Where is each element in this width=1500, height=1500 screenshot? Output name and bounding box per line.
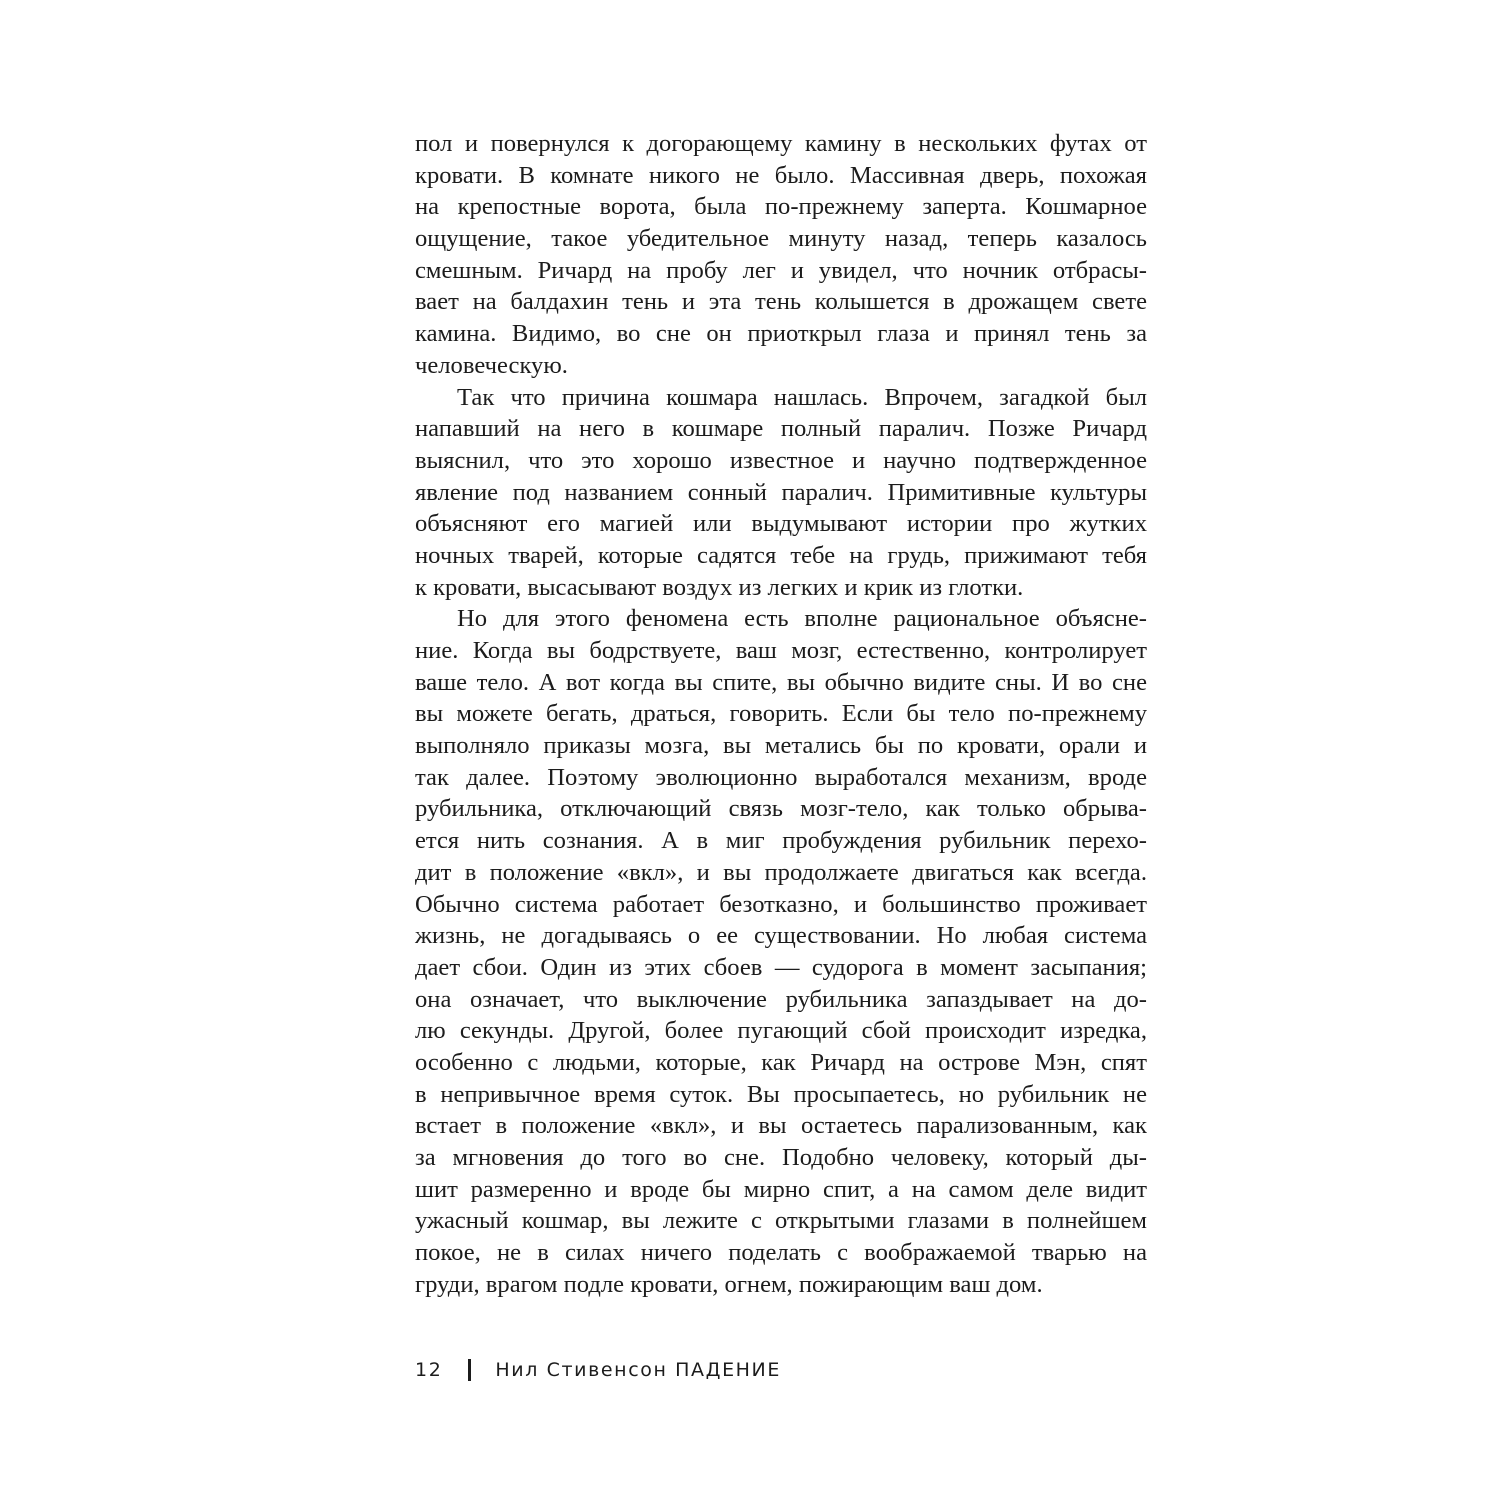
text-line: вы можете бегать, драться, говорить. Если бы тело по-прежнему [415,700,1147,728]
body-text [415,128,1147,1300]
text-line: груди, врагом подле кровати, огнем, пожирающим ваш дом. [415,1270,1043,1298]
text-line: покое, не в силах ничего поделать с воображаемой тварью на [415,1239,1147,1267]
text-line: так далее. Поэтому эволюционно выработался механизм, вроде [415,763,1147,791]
text-line: она означает, что выключение рубильника запаздывает на до- [415,985,1147,1013]
text-line: выполняло приказы мозга, вы метались бы по кровати, орали и [415,732,1147,760]
text-line: встает в положение «вкл», и вы остаетесь парализованным, как [415,1112,1147,1140]
paragraph [415,603,1147,1300]
text-line: лю секунды. Другой, более пугающий сбой происходит изредка, [415,1017,1147,1045]
text-line: ощущение, такое убедительное минуту назад, теперь казалось [415,225,1147,253]
text-line: шит размеренно и вроде бы мирно спит, а на самом деле видит [415,1175,1147,1203]
text-line: за мгновения до того во сне. Подобно человеку, который ды- [415,1144,1147,1171]
text-line: ужасный кошмар, вы лежите с открытыми глазами в полнейшем [415,1207,1147,1235]
text-line: дает сбои. Один из этих сбоев — судорога в момент засыпания; [415,953,1147,981]
text-line: выяснил, что это хорошо известное и научно подтвержденное [415,446,1147,474]
text-line: Обычно система работает безотказно, и большинство проживает [415,890,1147,918]
text-line: явление под названием сонный паралич. Примитивные культуры [415,478,1147,506]
text-line: дит в положение «вкл», и вы продолжаете двигаться как всегда. [415,858,1147,886]
text-line: камина. Видимо, во сне он приоткрыл глаза и принял тень за [415,320,1147,348]
text-line: напавший на него в кошмаре полный паралич. Позже Ричард [415,415,1147,443]
text-line: рубильника, отключающий связь мозг-тело, как только обрыва- [415,795,1147,823]
text-line: ние. Когда вы бодрствуете, ваш мозг, естественно, контролирует [415,637,1147,664]
text-line: вает на балдахин тень и эта тень колышется в дрожащем свете [415,288,1147,316]
text-line: к кровати, высасывают воздух из легких и крик из глотки. [415,573,1024,601]
text-line: кровати. В комнате никого не было. Массивная дверь, похожая [415,161,1147,189]
page-footer [415,1355,781,1385]
text-line: пол и повернулся к догорающему камину в нескольких футах от [415,130,1147,157]
text-line: смешным. Ричард на пробу лег и увидел, что ночник отбрасы- [415,256,1147,284]
text-line: на крепостные ворота, была по-прежнему заперта. Кошмарное [415,193,1147,221]
text-line: в непривычное время суток. Вы просыпаетесь, но рубильник не [415,1080,1147,1108]
text-line: жизнь, не догадываясь о ее существовании. Но любая система [415,922,1147,950]
paragraph [415,382,1147,604]
text-line: ваше тело. А вот когда вы спите, вы обычно видите сны. И во сне [415,668,1147,696]
text-line: Но для этого феномена есть вполне рациональное объясне- [457,605,1147,633]
running-head: Нил Стивенсон ПАДЕНИЕ [495,1359,781,1381]
footer-separator [468,1359,471,1381]
text-line: человеческую. [415,351,568,379]
text-line: объясняют его магией или выдумывают истории про жутких [415,510,1147,538]
paragraph [415,128,1147,382]
page-number: 12 [415,1359,443,1381]
text-line: ется нить сознания. А в миг пробуждения рубильник перехо- [415,827,1147,855]
text-line: ночных тварей, которые садятся тебе на грудь, прижимают тебя [415,541,1147,569]
text-line: особенно с людьми, которые, как Ричард на острове Мэн, спят [415,1048,1147,1076]
text-line: Так что причина кошмара нашлась. Впрочем, загадкой был [457,383,1147,411]
